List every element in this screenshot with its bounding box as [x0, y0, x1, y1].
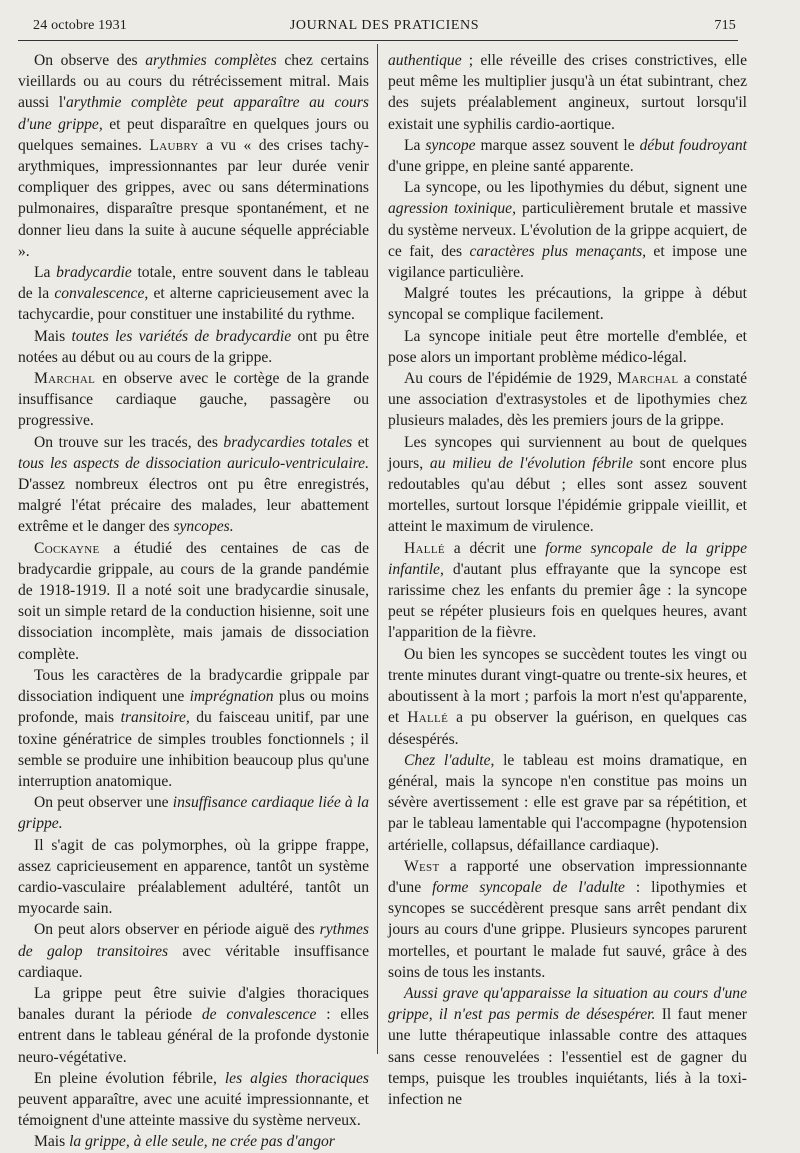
paragraph: Marchal en observe avec le cortège de la grande insuffisance cardiaque gauche, passagère ou progressive. [18, 370, 369, 430]
author-name: Hallé [407, 709, 449, 727]
paragraph: Il s'agit de cas polymorphes, où la grippe frappe, assez capricieusement en apparence, tantôt un système cardio-vasculaire préalablement adultéré, tantôt un myocarde sain. [18, 836, 369, 918]
paragraph: La syncope, ou les lipothymies du début, signent une agression toxinique, particulièrement brutale et massive du système nerveux. L'évolution de la grippe acquiert, de ce fait, des caractères plus menaçants, et impose une vigilance particulière. [388, 179, 747, 282]
paragraph: La syncope marque assez souvent le début foudroyant d'une grippe, en pleine santé apparente. [388, 136, 747, 176]
paragraph: authentique ; elle réveille des crises constrictives, elle peut même les multiplier jusqu'à un état subintrant, chez des sujets préalablement angineux, surtout lorsqu'il existait une syphilis cardio-aortique. [388, 52, 747, 133]
author-name: Marchal [34, 370, 96, 388]
paragraph: Mais toutes les variétés de bradycardie ont pu être notées au début ou au cours de la grippe. [18, 327, 369, 366]
header-rule [18, 40, 738, 41]
paragraph: La grippe peut être suivie d'algies thoraciques banales durant la période de convalescence : elles entrent dans le tableau général de la profonde dystonie neuro-végétative. [18, 984, 369, 1066]
paragraph: La syncope initiale peut être mortelle d'emblée, et pose alors un important problème médico-légal. [388, 327, 747, 366]
paragraph: West a rapporté une observation impressionnante d'une forme syncopale de l'adulte : lipothymies et syncopes se succédèrent presque sans arrêt pendant dix jours au cours d'une grippe. Plusieurs syncopes parurent mortelles, et pourtant le malade fut sauvé, grâce à des soins de tous les instants. [388, 857, 747, 981]
author-name: West [404, 857, 440, 875]
journal-title: JOURNAL DES PRATICIENS [289, 18, 480, 33]
author-name: Cockayne [34, 539, 100, 557]
paragraph: Ou bien les syncopes se succèdent toutes les vingt ou trente minutes durant vingt-quatre ou trente-six heures, et aboutissent à la mort ; parfois la mort n'est qu'apparente, et Hallé a pu observer la guérison, en quelques cas désespérés. [388, 645, 747, 748]
paragraph: En pleine évolution fébrile, les algies thoraciques peuvent apparaître, avec une acuité impressionnante, et témoignent d'une atteinte massive du système nerveux. [18, 1069, 370, 1130]
paragraph: Au cours de l'épidémie de 1929, Marchal a constaté une association d'extrasystoles et de lipothymies chez plusieurs malades, dès les premiers jours de la grippe. [388, 370, 747, 430]
author-name: Laubry [149, 136, 199, 154]
paragraph: Mais la grippe, à elle seule, ne crée pas d'angor [34, 1133, 335, 1151]
running-head [33, 18, 736, 38]
page-number: 715 [714, 18, 736, 33]
right-column [388, 50, 747, 1110]
header-date: 24 octobre 1931 [33, 18, 127, 33]
author-name: Hallé [404, 539, 445, 557]
paragraph: On trouve sur les tracés, des bradycardies totales et tous les aspects de dissociation auriculo-ventriculaire. D'assez nombreux électros ont pu être enregistrés, malgré l'état précaire des malades, leur abattement extrême et le danger des syncopes. [18, 433, 370, 536]
paragraph: Hallé a décrit une forme syncopale de la grippe infantile, d'autant plus effrayante que la syncope est rarissime chez les enfants du premier âge : la syncope peut se répéter plusieurs fois en quelques heures, avant l'apparition de la fièvre. [388, 539, 748, 642]
paragraph: Tous les caractères de la bradycardie grippale par dissociation indiquent une imprégnation plus ou moins profonde, mais transitoire, du faisceau unitif, par une toxine génératrice de simples troubles fonctionnels ; il semble se produire une inhibition beaucoup plus qu'une interruption anatomique. [18, 666, 369, 790]
paragraph: Malgré toutes les précautions, la grippe à début syncopal se complique facilement. [388, 285, 747, 324]
paragraph: On peut observer une insuffisance cardiaque liée à la grippe. [18, 794, 369, 833]
left-column [18, 50, 369, 1153]
paragraph: Chez l'adulte, le tableau est moins dramatique, en général, mais la syncope n'en constitue pas moins un sévère avertissement : elle est grave par sa répétition, et par le tableau lamentable qui l'accompagne (hypotension artérielle, collapsus, défaillance cardiaque). [388, 751, 747, 854]
paragraph: La bradycardie totale, entre souvent dans le tableau de la convalescence, et alterne capricieusement avec la tachycardie, pour constituer une instabilité du rythme. [18, 264, 369, 324]
paragraph: On observe des arythmies complètes chez certains vieillards ou au cours du rétrécissement mitral. Mais aussi l'arythmie complète peut apparaître au cours d'une grippe, et peut disparaître en quelques jours ou quelques semaines. Laubry a vu « des crises tachy-arythmiques, impressionnantes par leur durée venir compliquer des grippes, avec ou sans déterminations pulmonaires, disparaître presque spontanément, et ne donner lieu dans la suite à aucune séquelle appréciable ». [18, 52, 369, 260]
column-divider [377, 44, 378, 1054]
paragraph: Cockayne a étudié des centaines de cas de bradycardie grippale, au cours de la grande pandémie de 1918-1919. Il a noté soit une bradycardie sinusale, soit un simple retard de la conduction hisienne, soit une dissociation incomplète, mais jamais de dissociation complète. [18, 539, 369, 663]
paragraph: Aussi grave qu'apparaisse la situation au cours d'une grippe, il n'est pas permis de désespérer. Il faut mener une lutte thérapeutique inlassable contre des attaques sans cesse renouvelées : l'essentiel est de gagner du temps, puisque les troubles inquiétants, liés à la toxi-infection ne [388, 984, 747, 1108]
author-name: Marchal [617, 370, 679, 388]
paragraph: On peut alors observer en période aiguë des rythmes de galop transitoires avec véritable insuffisance cardiaque. [18, 921, 369, 981]
paragraph: Les syncopes qui surviennent au bout de quelques jours, au milieu de l'évolution fébrile sont encore plus redoutables qu'au début ; elles sont assez souvent mortelles, surtout lorsque l'épidémie grippale vieillit, et atteint le maximum de virulence. [388, 433, 747, 536]
